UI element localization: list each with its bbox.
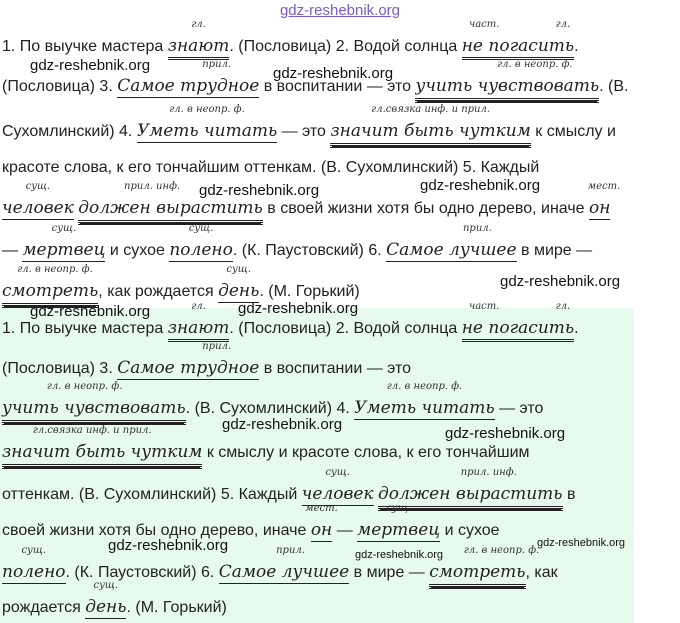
plain-text: в мире — xyxy=(349,564,430,581)
pos-label: сущ. xyxy=(325,467,350,478)
word: значит быть чутким xyxy=(2,442,203,462)
plain-text: . (К. Паустовский) 6. xyxy=(65,564,219,581)
word: знают xyxy=(167,36,230,56)
text-line-3 xyxy=(2,104,616,146)
plain-text: , как рождается xyxy=(98,283,219,300)
pos-label: гл. xyxy=(555,301,571,312)
subject-umet-chitat xyxy=(354,381,495,420)
pos-label: сущ. xyxy=(93,580,119,591)
subject-on xyxy=(587,181,621,220)
pos-label: сущ. xyxy=(226,264,251,275)
watermark[interactable]: gdz-reshebnik.org xyxy=(238,300,359,317)
plain-text: и сухое xyxy=(440,522,500,539)
predicate-uchit-chuvstvovat xyxy=(415,59,600,101)
pos-label: сущ. xyxy=(51,223,77,234)
word: учить чувствовать xyxy=(2,398,186,418)
plain-text: оттенкам. (В. Сухомлинский) 5. Каждый xyxy=(2,486,302,503)
word: Уметь читать xyxy=(354,398,495,418)
watermark[interactable]: gdz-reshebnik.org xyxy=(420,177,541,194)
plain-text: в xyxy=(562,486,576,503)
plain-text: . (К. Паустовский) 6. xyxy=(232,242,387,259)
subject-poleno xyxy=(2,545,66,584)
subject-mertvets xyxy=(22,223,106,262)
pos-label: прил. xyxy=(202,59,232,70)
pos-label: гл. xyxy=(191,301,206,312)
word: день xyxy=(85,597,127,617)
pos-label: сущ. xyxy=(21,545,47,556)
panel-line-2 xyxy=(2,341,411,380)
plain-text: — это xyxy=(494,400,544,417)
word: мертвец xyxy=(22,240,106,260)
plain-text: Сухомлинский) 4. xyxy=(2,123,137,140)
subject-mertvets xyxy=(357,503,441,542)
word: Самое трудное xyxy=(117,76,260,96)
pos-label: мест. xyxy=(305,503,338,514)
text-line-6 xyxy=(2,223,593,262)
word: не погасить xyxy=(461,36,575,56)
plain-text: к смыслу и красоте слова, к его тончайшим xyxy=(202,444,530,461)
plain-text: в своей жизни хотя бы одно дерево, иначе xyxy=(262,200,590,217)
plain-text: 1. По выучке мастера xyxy=(2,320,168,337)
predicate-znayut xyxy=(167,19,230,60)
site-watermark-top[interactable]: gdz-reshebnik.org xyxy=(279,2,401,19)
pos-label: прил. xyxy=(462,223,492,234)
watermark[interactable]: gdz-reshebnik.org xyxy=(500,273,621,290)
word: полено xyxy=(2,562,66,582)
pos-label: гл. xyxy=(191,19,206,30)
word: Уметь читать xyxy=(136,121,278,141)
pos-label: мест. xyxy=(587,181,621,192)
predicate-znachit-byt-chutkim xyxy=(330,104,531,146)
plain-text: в воспитании — это xyxy=(259,78,416,95)
plain-text: своей жизни хотя бы одно дерево, иначе xyxy=(2,522,311,539)
subject-den xyxy=(85,580,127,619)
pos-label: гл. в неопр. ф. xyxy=(169,104,245,115)
subject-samoe-luchshee xyxy=(218,545,350,584)
plain-text: (Пословица) 3. xyxy=(2,360,118,377)
plain-text: . (Пословица) 2. Водой солнца xyxy=(229,320,462,337)
plain-text: 1. По выучке мастера xyxy=(2,38,168,55)
pos-label: гл.связка инф. и прил. xyxy=(371,104,491,115)
predicate-znachit-byt-chutkim xyxy=(2,425,203,467)
subject-chelovek xyxy=(2,181,74,220)
plain-text: (Пословица) 3. xyxy=(2,78,118,95)
word: смотреть xyxy=(429,562,526,582)
plain-text: . xyxy=(574,38,579,55)
predicate-uchit-chuvstvovat xyxy=(2,381,186,423)
word: должен вырастить xyxy=(378,484,563,504)
pos-label: прил. xyxy=(276,545,305,556)
plain-text: . (В. Сухомлинский) 4. xyxy=(185,400,355,417)
panel-line-8 xyxy=(2,580,227,619)
plain-text: и сухое xyxy=(105,242,170,259)
panel-line-6 xyxy=(2,503,500,542)
word: учить чувствовать xyxy=(415,76,600,96)
plain-text: . (М. Горький) xyxy=(126,599,227,616)
pos-label: гл. в неопр. ф. xyxy=(497,59,573,70)
pos-label: гл. в неопр. ф. xyxy=(463,545,540,556)
watermark[interactable]: gdz-reshebnik.org xyxy=(222,416,343,433)
pos-label: гл. xyxy=(555,19,571,30)
plain-text: — это xyxy=(277,123,331,140)
pos-label: част. xyxy=(468,301,500,312)
word: смотреть xyxy=(2,281,99,301)
subject-samoe-luchshee xyxy=(386,223,517,262)
pos-label: прил. инф. xyxy=(124,181,181,192)
plain-text: . (Пословица) 2. Водой солнца xyxy=(229,38,462,55)
pos-label: прил. инф. xyxy=(460,467,517,478)
subject-umet-chitat xyxy=(136,104,278,143)
plain-text: к смыслу и xyxy=(530,123,616,140)
pos-label: сущ. xyxy=(25,181,51,192)
watermark[interactable]: gdz-reshebnik.org xyxy=(355,549,444,561)
watermark[interactable]: gdz-reshebnik.org xyxy=(108,537,229,554)
text-line-4 xyxy=(2,158,539,178)
plain-text: . (М. Горький) xyxy=(259,283,360,300)
predicate-ne-pogasit xyxy=(461,19,575,60)
plain-text: рождается xyxy=(2,599,86,616)
pos-label: прил. xyxy=(202,341,232,352)
plain-text: — xyxy=(332,522,358,539)
plain-text: красоте слова, к его тончайшим оттенкам. (В. Сухомлинский) 5. Каждый xyxy=(2,159,540,176)
plain-text: в воспитании — это xyxy=(259,360,411,377)
watermark[interactable]: gdz-reshebnik.org xyxy=(537,537,626,549)
word: Самое лучшее xyxy=(386,240,517,260)
word: полено xyxy=(169,240,233,260)
predicate-ne-pogasit xyxy=(461,301,575,342)
subject-on xyxy=(305,503,338,542)
pos-label: гл. в неопр. ф. xyxy=(17,264,93,275)
pos-label: сущ. xyxy=(386,503,411,514)
word: должен вырастить xyxy=(78,198,263,218)
panel-line-5 xyxy=(2,467,576,509)
word: день xyxy=(218,281,260,301)
pos-label: сущ. xyxy=(188,223,214,234)
predicate-znayut xyxy=(167,301,230,342)
watermark[interactable]: gdz-reshebnik.org xyxy=(199,182,320,199)
subject-samoe-trudnoe xyxy=(117,59,260,98)
pos-label: гл. в неопр. ф. xyxy=(386,381,463,392)
pos-label: гл.связка инф. и прил. xyxy=(32,425,152,436)
word: мертвец xyxy=(357,520,441,540)
plain-text: . xyxy=(574,320,579,337)
pos-label: част. xyxy=(468,19,500,30)
word: Самое трудное xyxy=(117,358,260,378)
plain-text: . (В. xyxy=(599,78,629,95)
word: человек xyxy=(2,198,74,218)
plain-text: — xyxy=(2,242,23,259)
pos-label: гл. в неопр. ф. xyxy=(46,381,123,392)
watermark[interactable]: gdz-reshebnik.org xyxy=(30,57,151,74)
word: Самое лучшее xyxy=(218,562,350,582)
word: знают xyxy=(167,318,230,338)
plain-text: , как xyxy=(525,564,558,581)
watermark[interactable]: gdz-reshebnik.org xyxy=(30,303,151,320)
predicate-smotret xyxy=(429,545,540,587)
word: он xyxy=(310,520,333,540)
subject-samoe-trudnoe xyxy=(117,341,260,380)
subject-poleno xyxy=(169,223,233,262)
word: человек xyxy=(301,484,374,504)
watermark[interactable]: gdz-reshebnik.org xyxy=(273,65,394,82)
watermark[interactable]: gdz-reshebnik.org xyxy=(445,425,566,442)
word: не погасить xyxy=(461,318,575,338)
word: значит быть чутким xyxy=(330,121,531,141)
plain-text: в мире — xyxy=(516,242,593,259)
word: он xyxy=(589,198,611,218)
